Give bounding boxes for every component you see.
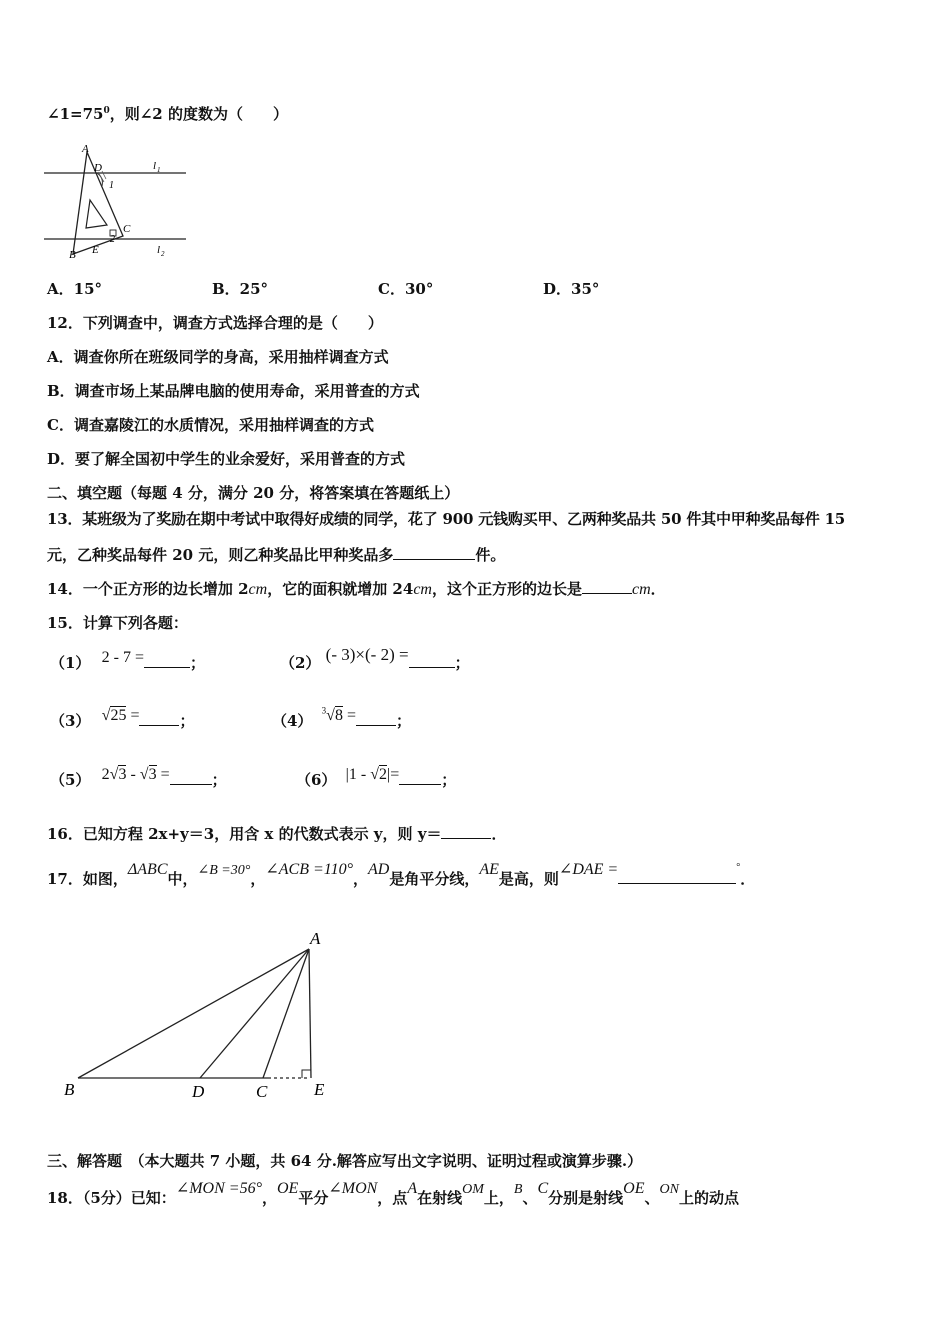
- q11-option-a: A．15°: [47, 280, 103, 298]
- q11-stem: $\angle 1=75^0$，则∠2 的度数为（ ）: [47, 105, 288, 123]
- q17-label-E: E: [314, 1080, 325, 1099]
- q11-label-l2: l: [157, 244, 161, 256]
- q11-label-B: B: [69, 249, 76, 261]
- q12-option-d: D．要了解全国初中学生的业余爱好，采用普查的方式: [47, 450, 406, 468]
- q15-item-6: （6） |1 - √2|= ；: [296, 766, 457, 789]
- q12-option-c: C．调查嘉陵江的水质情况，采用抽样调查的方式: [47, 416, 374, 434]
- q11-option-b: B．25°: [212, 280, 269, 298]
- q15-6-blank[interactable]: [399, 770, 441, 785]
- q15-3-blank[interactable]: [139, 711, 179, 726]
- q15-item-4: （4） $^3$√8 = ；: [272, 705, 411, 730]
- q14: 14．一个正方形的边长增加 2cm，它的面积就增加 24cm，这个正方形的边长是 cm．: [47, 580, 666, 598]
- q15-item-5: （5） 2√3 - √3 = ；: [50, 766, 227, 789]
- q17-label-D: D: [192, 1082, 205, 1101]
- section-2-heading: 二、填空题（每题 4 分，满分 20 分，将答案填在答题纸上）: [47, 484, 460, 502]
- q11-label-1: 1: [109, 180, 114, 191]
- q15-4-blank[interactable]: [356, 711, 396, 726]
- q15-2-blank[interactable]: [409, 653, 455, 668]
- q17-figure: [60, 925, 345, 1105]
- q12-stem: 12．下列调查中，调查方式选择合理的是（ ）: [47, 314, 383, 332]
- q18: 18．（5分）已知：∠MON =56°，OE平分∠MON，点A在射线OM上，B、C分别是射线OE、ON上的动点: [47, 1180, 739, 1207]
- q11-label-l2-sub: 2: [161, 250, 165, 258]
- q12-option-a: A．调查你所在班级同学的身高，采用抽样调查方式: [47, 348, 389, 366]
- q11-label-A: A: [82, 143, 89, 155]
- q11-label-D: D: [94, 162, 102, 174]
- q17: 17．如图，ΔABC中，∠B =30°，∠ACB =110°，AD是角平分线，AE是高，则∠DAE = °．: [47, 861, 756, 888]
- q16-answer-blank[interactable]: [441, 824, 491, 839]
- q17-label-C: C: [256, 1082, 268, 1101]
- q11-figure: [40, 142, 195, 262]
- q11-option-c: C．30°: [378, 280, 434, 298]
- q12-option-b: B．调查市场上某品牌电脑的使用寿命，采用普查的方式: [47, 382, 420, 400]
- q11-label-C: C: [123, 223, 131, 235]
- q15-5-blank[interactable]: [170, 770, 212, 785]
- q15-item-2: （2） (- 3)×(- 2) = ；: [280, 645, 470, 672]
- q15-1-blank[interactable]: [144, 653, 190, 668]
- q15-item-1: （1） 2 - 7 = ；: [50, 649, 206, 672]
- q14-answer-blank[interactable]: [582, 579, 632, 594]
- section-3-heading: 三、解答题 （本大题共 7 小题，共 64 分.解答应写出文字说明、证明过程或演算步骤.）: [47, 1152, 643, 1170]
- q17-label-B: B: [64, 1080, 75, 1099]
- q17-answer-blank[interactable]: [618, 869, 736, 884]
- q13-line1: 13．某班级为了奖励在期中考试中取得好成绩的同学，花了 900 元钱购买甲、乙两种奖品共 50 件其中甲种奖品每件 15: [47, 510, 846, 528]
- q11-label-2: 2: [110, 234, 115, 245]
- q15-item-3: （3） √25 = ；: [50, 707, 195, 730]
- q11-label-E: E: [92, 244, 99, 256]
- q15-stem: 15．计算下列各题：: [47, 614, 188, 632]
- q13-answer-blank[interactable]: [393, 545, 475, 560]
- q16: 16．已知方程 2x+y＝3，用含 x 的代数式表示 y，则 y＝ ．: [47, 825, 507, 843]
- q17-label-A: A: [310, 929, 321, 948]
- q11-label-l1-sub: 1: [157, 166, 161, 174]
- q11-label-l1: l: [153, 160, 157, 172]
- q13-line2: 元，乙种奖品每件 20 元，则乙种奖品比甲种奖品多 件。: [47, 546, 506, 564]
- q11-option-d: D．35°: [543, 280, 600, 298]
